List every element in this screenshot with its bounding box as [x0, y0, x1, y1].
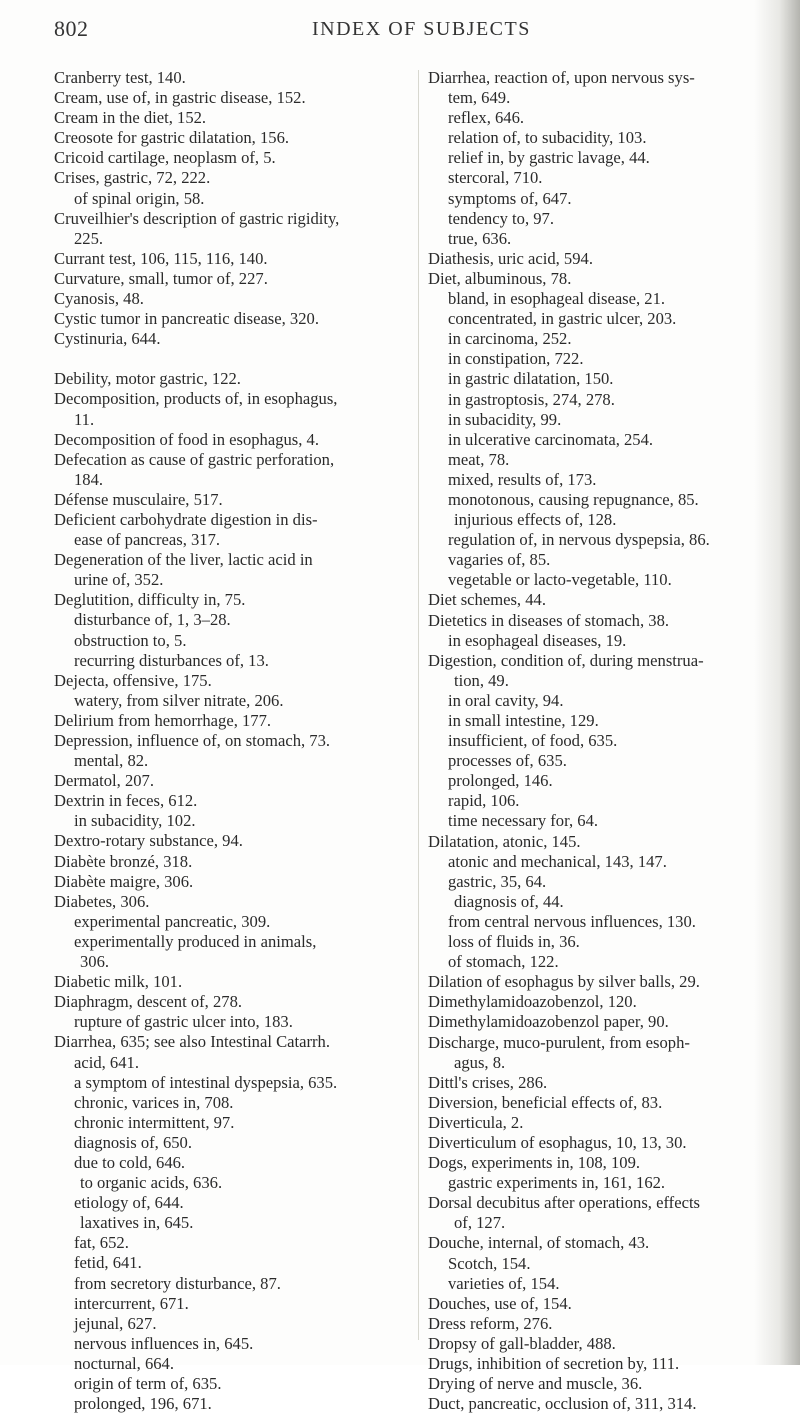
index-subentry: of stomach, 122. [448, 952, 559, 972]
index-subentry: varieties of, 154. [448, 1273, 560, 1293]
index-subentry: relation of, to subacidity, 103. [448, 128, 647, 148]
index-subentry: processes of, 635. [448, 751, 567, 771]
index-subentry: true, 636. [448, 228, 512, 248]
index-entry: Degeneration of the liver, lactic acid in [54, 550, 313, 570]
index-entry: Drying of nerve and muscle, 36. [428, 1374, 643, 1394]
index-entry: Deficient carbohydrate digestion in dis- [54, 509, 318, 529]
index-subentry: diagnosis of, 44. [454, 891, 564, 911]
index-subentry: a symptom of intestinal dyspepsia, 635. [74, 1072, 338, 1092]
index-entry: Cyanosis, 48. [54, 289, 144, 309]
index-subentry: experimental pancreatic, 309. [74, 911, 271, 931]
index-entry: Currant test, 106, 115, 116, 140. [54, 248, 268, 268]
index-entry: Dittl's crises, 286. [428, 1072, 548, 1092]
index-entry: Cream, use of, in gastric disease, 152. [54, 88, 306, 108]
index-subentry: chronic intermittent, 97. [74, 1112, 235, 1132]
index-subentry: 184. [74, 469, 104, 489]
index-subentry: watery, from silver nitrate, 206. [74, 690, 284, 710]
index-entry: Diabète bronzé, 318. [54, 851, 193, 871]
index-subentry: nocturnal, 664. [74, 1353, 175, 1373]
index-subentry: 225. [74, 228, 104, 248]
index-entry: Dimethylamidoazobenzol paper, 90. [428, 1012, 669, 1032]
index-subentry: tion, 49. [454, 670, 509, 690]
column-divider [418, 70, 419, 1340]
page-header [0, 16, 800, 44]
index-entry: Cream in the diet, 152. [54, 108, 207, 128]
index-entry: Dextro-rotary substance, 94. [54, 831, 243, 851]
index-subentry: stercoral, 710. [448, 168, 543, 188]
index-subentry: in constipation, 722. [448, 349, 584, 369]
index-entry: Depression, influence of, on stomach, 73. [54, 731, 331, 750]
index-subentry: loss of fluids in, 36. [448, 932, 580, 952]
index-entry: Diathesis, uric acid, 594. [428, 248, 593, 268]
index-entry: Diverticula, 2. [428, 1112, 524, 1132]
index-subentry: gastric experiments in, 161, 162. [448, 1173, 666, 1193]
index-entry: Cystinuria, 644. [54, 329, 161, 349]
index-subentry: prolonged, 196, 671. [74, 1394, 212, 1414]
index-subentry: in subacidity, 99. [448, 409, 562, 429]
page-edge-shadow [754, 0, 800, 1365]
index-entry: Cystic tumor in pancreatic disease, 320. [54, 309, 319, 329]
index-entry: Dorsal decubitus after operations, effects [428, 1193, 701, 1213]
index-entry: Dilatation, atonic, 145. [428, 831, 581, 851]
index-entry: Douche, internal, of stomach, 43. [428, 1233, 650, 1253]
index-subentry: in carcinoma, 252. [448, 329, 572, 349]
index-entry: Deglutition, difficulty in, 75. [54, 590, 246, 610]
index-subentry: tem, 649. [448, 88, 511, 108]
index-subentry: from central nervous influences, 130. [448, 911, 696, 931]
index-entry: Douches, use of, 154. [428, 1293, 572, 1313]
index-subentry: tendency to, 97. [448, 208, 554, 228]
index-entry: Defecation as cause of gastric perforation, [54, 449, 335, 469]
index-subentry: disturbance of, 1, 3–28. [74, 610, 231, 630]
index-entry: Delirium from hemorrhage, 177. [54, 710, 272, 730]
index-entry: Decomposition of food in esophagus, 4. [54, 429, 320, 449]
index-entry: Cricoid cartilage, neoplasm of, 5. [54, 148, 276, 168]
index-subentry: atonic and mechanical, 143, 147. [448, 851, 667, 871]
index-subentry: laxatives in, 645. [80, 1213, 194, 1233]
index-subentry: due to cold, 646. [74, 1152, 186, 1172]
index-subentry: from secretory disturbance, 87. [74, 1273, 281, 1293]
index-subentry: gastric, 35, 64. [448, 871, 547, 891]
index-subentry: bland, in esophageal disease, 21. [448, 289, 666, 309]
index-subentry: regulation of, in nervous dyspepsia, 86. [448, 530, 710, 550]
index-entry: Debility, motor gastric, 122. [54, 369, 241, 389]
index-entry: Dextrin in feces, 612. [54, 791, 198, 811]
index-entry: Decomposition, products of, in esophagus, [54, 389, 338, 409]
index-entry: Dimethylamidoazobenzol, 120. [428, 992, 637, 1012]
index-subentry: in gastroptosis, 274, 278. [448, 389, 615, 409]
index-subentry: vagaries of, 85. [448, 550, 551, 570]
index-entry: Digestion, condition of, during menstrua- [428, 650, 704, 670]
index-subentry: nervous influences in, 645. [74, 1333, 254, 1353]
index-subentry: etiology of, 644. [74, 1193, 184, 1213]
section-gap [54, 349, 404, 369]
index-subentry: in oral cavity, 94. [448, 690, 564, 710]
index-subentry: meat, 78. [448, 449, 510, 469]
index-subentry: symptoms of, 647. [448, 188, 572, 208]
index-entry: Diaphragm, descent of, 278. [54, 992, 243, 1012]
index-entry: Diabète maigre, 306. [54, 871, 194, 891]
index-subentry: origin of term of, 635. [74, 1374, 222, 1393]
index-entry: Cranberry test, 140. [54, 68, 186, 87]
index-entry: Creosote for gastric dilatation, 156. [54, 128, 290, 148]
index-subentry: ease of pancreas, 317. [74, 530, 221, 550]
index-subentry: vegetable or lacto-vegetable, 110. [448, 570, 672, 590]
index-subentry: mental, 82. [74, 751, 149, 771]
index-entry: Cruveilhier's description of gastric rigidity, [54, 208, 340, 228]
index-entry: Diverticulum of esophagus, 10, 13, 30. [428, 1132, 687, 1152]
index-subentry: of, 127. [454, 1213, 506, 1233]
index-subentry: rupture of gastric ulcer into, 183. [74, 1012, 293, 1032]
index-subentry: intercurrent, 671. [74, 1293, 189, 1313]
index-entry: Diabetes, 306. [54, 891, 150, 911]
index-subentry: agus, 8. [454, 1052, 506, 1072]
index-entry: Diarrhea, reaction of, upon nervous sys- [428, 68, 695, 87]
index-entry: Dogs, experiments in, 108, 109. [428, 1153, 641, 1173]
index-subentry: of spinal origin, 58. [74, 188, 205, 208]
running-head: INDEX OF SUBJECTS [312, 18, 531, 40]
index-entry: Curvature, small, tumor of, 227. [54, 268, 268, 288]
index-subentry: fetid, 641. [74, 1253, 142, 1273]
index-subentry: monotonous, causing repugnance, 85. [448, 489, 699, 509]
index-subentry: insufficient, of food, 635. [448, 731, 618, 751]
index-entry: Dietetics in diseases of stomach, 38. [428, 610, 670, 630]
index-entry: Drugs, inhibition of secretion by, 111. [428, 1354, 680, 1373]
index-entry: Dermatol, 207. [54, 771, 155, 791]
index-subentry: urine of, 352. [74, 570, 164, 590]
index-entry: Défense musculaire, 517. [54, 489, 223, 509]
index-entry: Diabetic milk, 101. [54, 972, 183, 992]
index-entry: Diet, albuminous, 78. [428, 268, 572, 288]
index-entry: Diet schemes, 44. [428, 590, 546, 610]
index-entry: Discharge, muco-purulent, from esoph- [428, 1032, 690, 1052]
index-column-left [54, 68, 404, 1414]
index-subentry: recurring disturbances of, 13. [74, 650, 269, 670]
index-subentry: fat, 652. [74, 1233, 129, 1253]
index-subentry: diagnosis of, 650. [74, 1132, 192, 1152]
index-subentry: relief in, by gastric lavage, 44. [448, 148, 650, 168]
page-number: 802 [54, 16, 89, 41]
index-subentry: 11. [74, 409, 95, 429]
index-subentry: rapid, 106. [448, 791, 520, 811]
index-subentry: to organic acids, 636. [80, 1173, 223, 1193]
index-entry: Crises, gastric, 72, 222. [54, 168, 211, 188]
index-subentry: experimentally produced in animals, [74, 931, 317, 951]
index-column-right [428, 68, 790, 1414]
index-subentry: injurious effects of, 128. [454, 510, 617, 530]
index-subentry: in small intestine, 129. [448, 711, 599, 730]
index-subentry: acid, 641. [74, 1052, 139, 1072]
index-entry: Dejecta, offensive, 175. [54, 670, 212, 690]
index-subentry: time necessary for, 64. [448, 811, 599, 831]
index-entry: Dilation of esophagus by silver balls, 29. [428, 972, 700, 992]
index-subentry: in esophageal diseases, 19. [448, 630, 627, 650]
index-subentry: reflex, 646. [448, 108, 525, 128]
index-subentry: Scotch, 154. [448, 1253, 531, 1273]
index-entry: Diarrhea, 635; see also Intestinal Catarrh. [54, 1032, 331, 1052]
index-subentry: mixed, results of, 173. [448, 469, 597, 489]
index-subentry: jejunal, 627. [74, 1313, 157, 1333]
index-subentry: in subacidity, 102. [74, 811, 196, 831]
index-subentry: in gastric dilatation, 150. [448, 369, 614, 389]
index-entry: Dropsy of gall-bladder, 488. [428, 1333, 616, 1353]
index-subentry: concentrated, in gastric ulcer, 203. [448, 309, 677, 329]
index-subentry: chronic, varices in, 708. [74, 1092, 234, 1112]
index-subentry: obstruction to, 5. [74, 630, 187, 650]
index-subentry: prolonged, 146. [448, 771, 553, 791]
index-entry: Dress reform, 276. [428, 1313, 553, 1333]
index-subentry: 306. [80, 952, 110, 972]
index-entry: Duct, pancreatic, occlusion of, 311, 314. [428, 1394, 697, 1414]
index-subentry: in ulcerative carcinomata, 254. [448, 429, 654, 449]
index-entry: Diversion, beneficial effects of, 83. [428, 1092, 663, 1112]
